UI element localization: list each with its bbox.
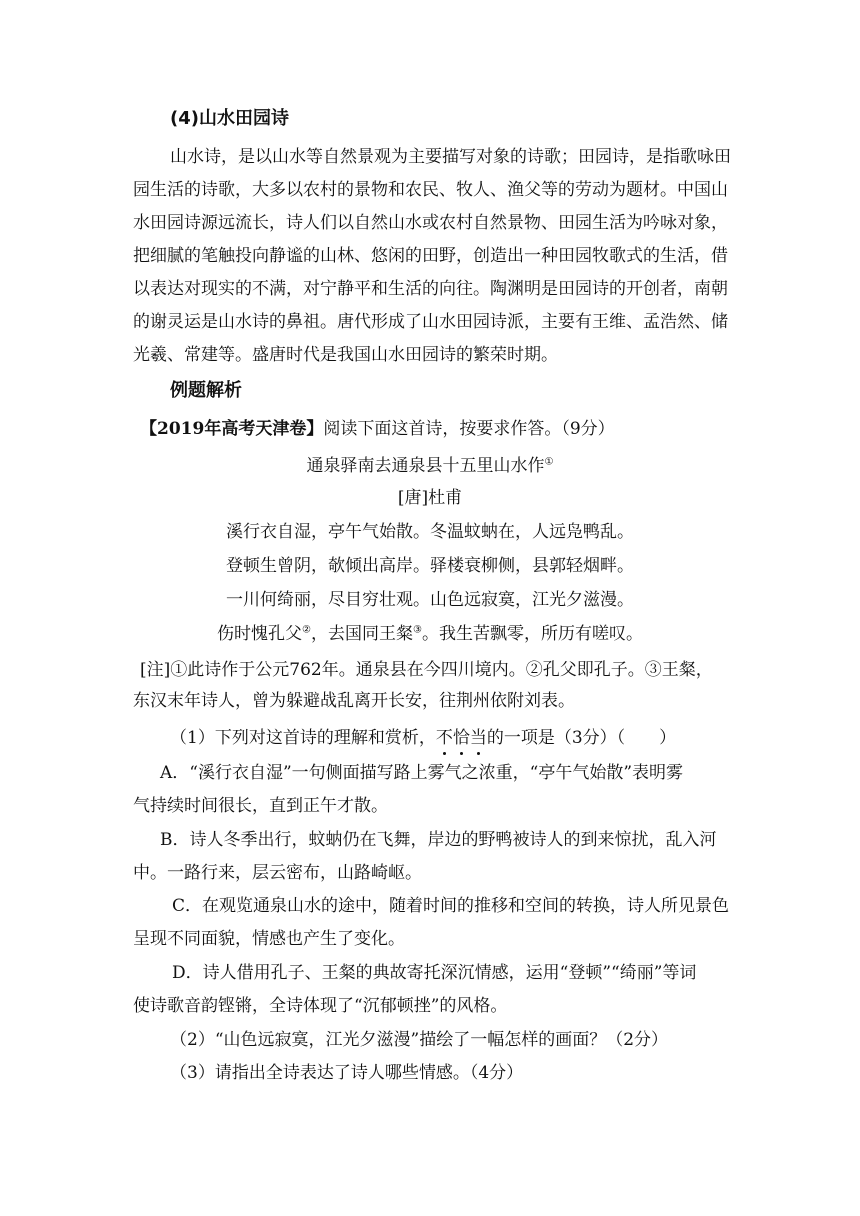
question-2: （2）“山色远寂寞，江光夕滋漫”描绘了一幅怎样的画面？（2分） (170, 1030, 669, 1050)
option-line: 气持续时间很长，直到正午才散。 (133, 796, 388, 816)
note-line: 东汉末年诗人，曾为躲避战乱离开长安，往荆州依附刘表。 (133, 691, 575, 711)
poem-line: 一川何绮丽，尽目穷壮观。山色远寂寞，江光夕滋漫。 (226, 590, 634, 610)
poem-title: 通泉驿南去通泉县十五里山水作① (306, 456, 554, 476)
paragraph-line: 光羲、常建等。盛唐时代是我国山水田园诗的繁荣时期。 (133, 345, 558, 365)
question-header (140, 418, 615, 440)
question-source: 【2019年高考天津卷】 (140, 419, 324, 439)
footnote-mark: ③ (413, 624, 422, 636)
paragraph-line: 的谢灵运是山水诗的鼻祖。唐代形成了山水田园诗派，主要有王维、孟浩然、储 (133, 312, 728, 332)
option-line: B．诗人冬季出行，蚊蚋仍在飞舞，岸边的野鸭被诗人的到来惊扰，乱入河 (160, 830, 717, 850)
paragraph-line: 把细腻的笔触投向静谧的山林、悠闲的田野，创造出一种田园牧歌式的生活，借 (133, 246, 728, 266)
option-line: 中。一路行来，层云密布，山路崎岖。 (133, 863, 422, 883)
footnote-mark: ① (544, 456, 554, 468)
option-line: D．诗人借用孔子、王粲的典故寄托深沉情感，运用“登顿”“绮丽”等词 (172, 963, 697, 983)
paragraph-line: 山水诗，是以山水等自然景观为主要描写对象的诗歌；田园诗，是指歌咏田 (170, 147, 731, 167)
poem-line: 伤时愧孔父②，去国同王粲③。我生苦飘零，所历有嗟叹。 (217, 624, 643, 644)
question-prompt: 阅读下面这首诗，按要求作答。（9分） (323, 419, 615, 439)
option-line: 使诗歌音韵铿锵，全诗体现了“沉郁顿挫”的风格。 (133, 996, 508, 1016)
question-1: （1）下列对这首诗的理解和赏析，不恰当的一项是（3分）（ ） (170, 728, 677, 748)
paragraph-line: 园生活的诗歌，大多以农村的景物和农民、牧人、渔父等的劳动为题材。中国山 (133, 180, 728, 200)
note-line: [注]①此诗作于公元762年。通泉县在今四川境内。②孔父即孔子。③王粲， (140, 660, 713, 680)
question-3: （3）请指出全诗表达了诗人哪些情感。（4分） (170, 1063, 524, 1083)
poem-author: [唐]杜甫 (397, 488, 463, 508)
paragraph-line: 以表达对现实的不满，对宁静平和生活的向往。陶渊明是田园诗的开创者，南朝 (133, 279, 728, 299)
poem-line: 登顿生曾阴，欹倾出高岸。驿楼衰柳侧，县郭轻烟畔。 (226, 556, 634, 576)
section-heading: (4)山水田园诗 (170, 108, 289, 129)
poem-line: 溪行衣自湿，亭午气始散。冬温蚊蚋在，人远凫鸭乱。 (226, 522, 634, 542)
emphasis-dot-char: 当 (469, 728, 487, 748)
option-line: 呈现不同面貌，情感也产生了变化。 (133, 929, 405, 949)
paragraph-line: 水田园诗源远流长，诗人们以自然山水或农村自然景物、田园生活为吟咏对象， (133, 213, 728, 233)
option-line: C．在观览通泉山水的途中，随着时间的推移和空间的转换，诗人所见景色 (172, 896, 730, 916)
option-line: A．“溪行衣自湿”一句侧面描写路上雾气之浓重，“亭午气始散”表明雾 (160, 763, 684, 783)
emphasis-dot-char: 恰 (452, 728, 470, 748)
footnote-mark: ② (302, 624, 311, 636)
example-heading: 例题解析 (170, 380, 242, 401)
emphasis-dot-char: 不 (435, 728, 453, 748)
